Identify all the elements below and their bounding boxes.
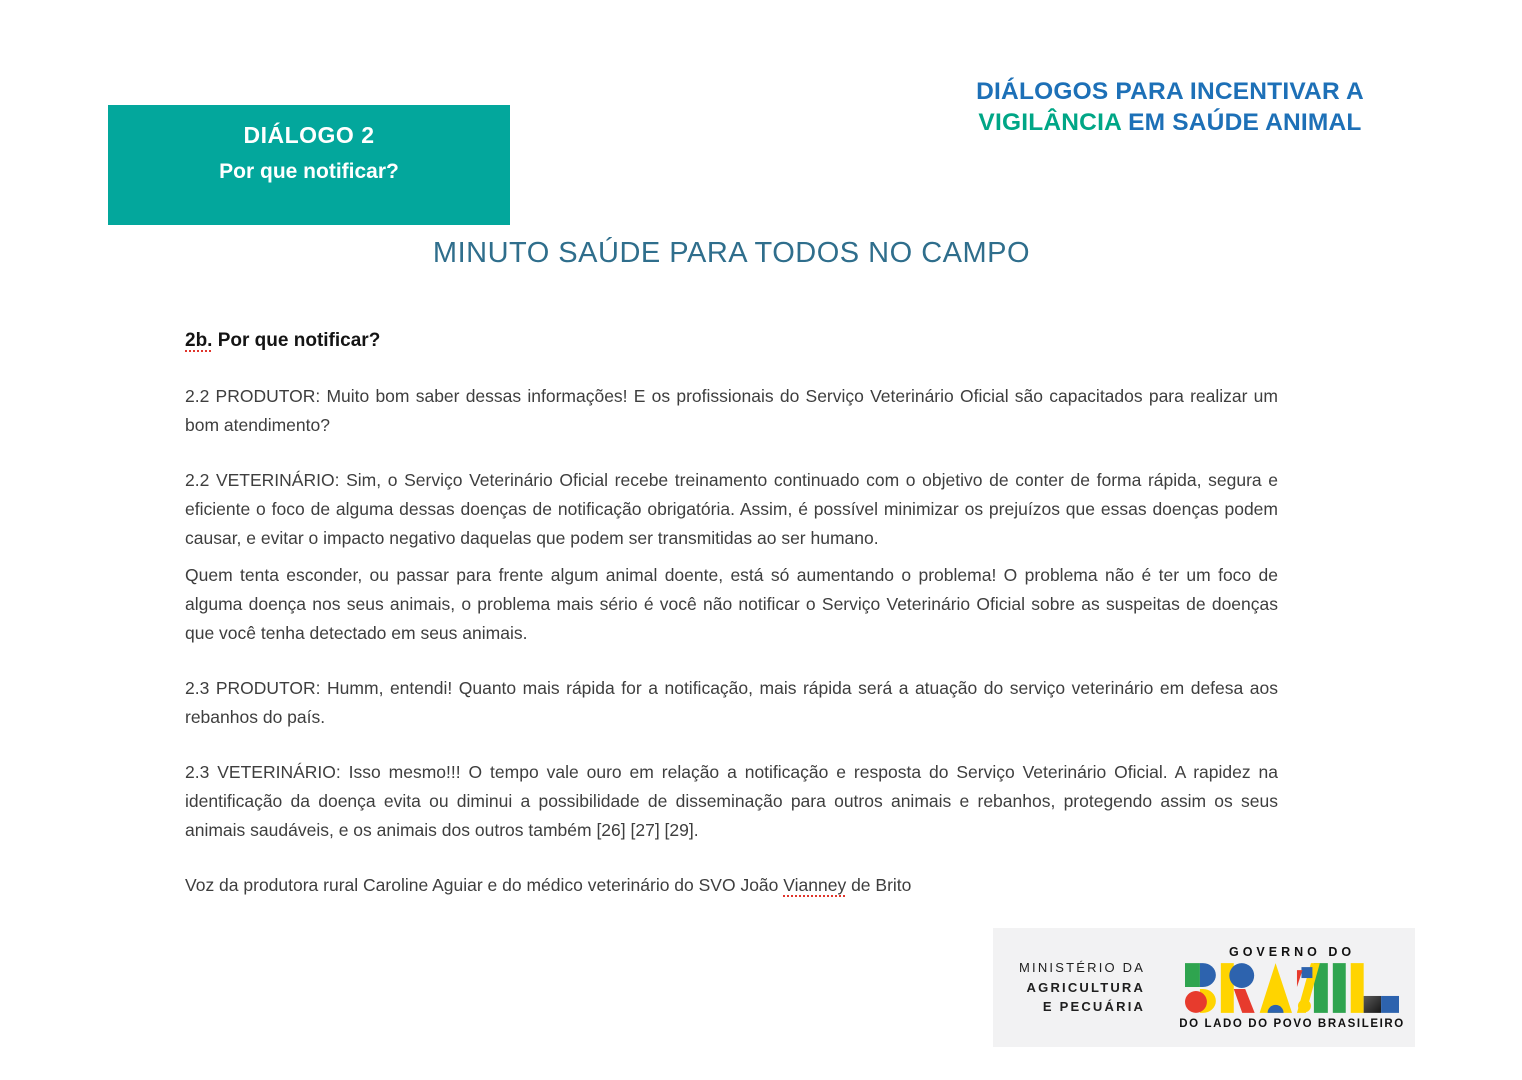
paragraph-veterinario-2-3: 2.3 VETERINÁRIO: Isso mesmo!!! O tempo vale ouro em relação a notificação e resposta do Serviço Veterinário Oficial. A rapidez na identificação da doença evita ou diminui a possibilidade de disseminação para outros animais e rebanhos, protegendo assim os seus animais saudáveis, e os animais dos outros também [26] [27] [29].	[185, 762, 1278, 840]
government-logos	[993, 928, 1415, 1047]
paragraph-produtor-2-3: 2.3 PRODUTOR: Humm, entendi! Quanto mais rápida for a notificação, mais rápida será a atuação do serviço veterinário em defesa aos rebanhos do país.	[185, 678, 1278, 727]
dialogue-number: DIÁLOGO 2	[243, 122, 375, 148]
brasil-wordmark-icon	[1185, 963, 1399, 1013]
program-header-highlight: VIGILÂNCIA	[978, 109, 1122, 136]
page-title: MINUTO SAÚDE PARA TODOS NO CAMPO	[432, 237, 1031, 269]
paragraph-veterinario-2-2-cont: Quem tenta esconder, ou passar para frente algum animal doente, está só aumentando o problema! O problema não é ter um foco de alguma doença nos seus animais, o problema mais sério é você não notificar o Serviço Veterinário Oficial sobre as suspeitas de doenças que você tenha detectado em seus animais.	[185, 565, 1278, 643]
ministry-line3: E PECUÁRIA	[1042, 999, 1146, 1015]
program-header	[940, 76, 1400, 138]
voice-credit-name: Vianney	[783, 875, 847, 895]
ministry-line1: MINISTÉRIO DA	[1019, 960, 1146, 976]
paragraph-veterinario-2-2: 2.2 VETERINÁRIO: Sim, o Serviço Veterinário Oficial recebe treinamento continuado com o objetivo de conter de forma rápida, segura e eficiente o foco de alguma dessas doenças de notificação obrigatória. Assim, é possível minimizar os prejuízos que essas doenças podem causar, e evitar o impacto negativo daquelas que podem ser transmitidas ao ser humano.	[185, 470, 1278, 548]
governo-do-label: GOVERNO DO	[1228, 945, 1356, 959]
ministry-logo	[1019, 958, 1145, 1017]
voice-credit-rest: de Brito	[846, 875, 912, 895]
section-heading	[185, 330, 1278, 352]
governo-tagline: DO LADO DO POVO BRASILEIRO	[1179, 1018, 1405, 1030]
dialogue-badge	[108, 105, 510, 225]
section-number: 2b.	[185, 330, 213, 351]
dialogue-body	[185, 330, 1278, 926]
governo-do-brasil-logo	[1173, 945, 1411, 1030]
program-header-line1: DIÁLOGOS PARA INCENTIVAR A	[976, 78, 1364, 105]
ministry-line2: AGRICULTURA	[1026, 979, 1146, 995]
dialogue-subtitle: Por que notificar?	[219, 160, 399, 183]
voice-credit-text: Voz da produtora rural Caroline Aguiar e do médico veterinário do SVO João	[185, 875, 784, 895]
section-heading-text: Por que notificar?	[212, 330, 381, 351]
program-header-line2: EM SAÚDE ANIMAL	[1121, 109, 1362, 136]
voice-credit	[185, 871, 1278, 900]
paragraph-produtor-2-2: 2.2 PRODUTOR: Muito bom saber dessas informações! E os profissionais do Serviço Veterinário Oficial são capacitados para realizar um bom atendimento?	[185, 386, 1278, 435]
